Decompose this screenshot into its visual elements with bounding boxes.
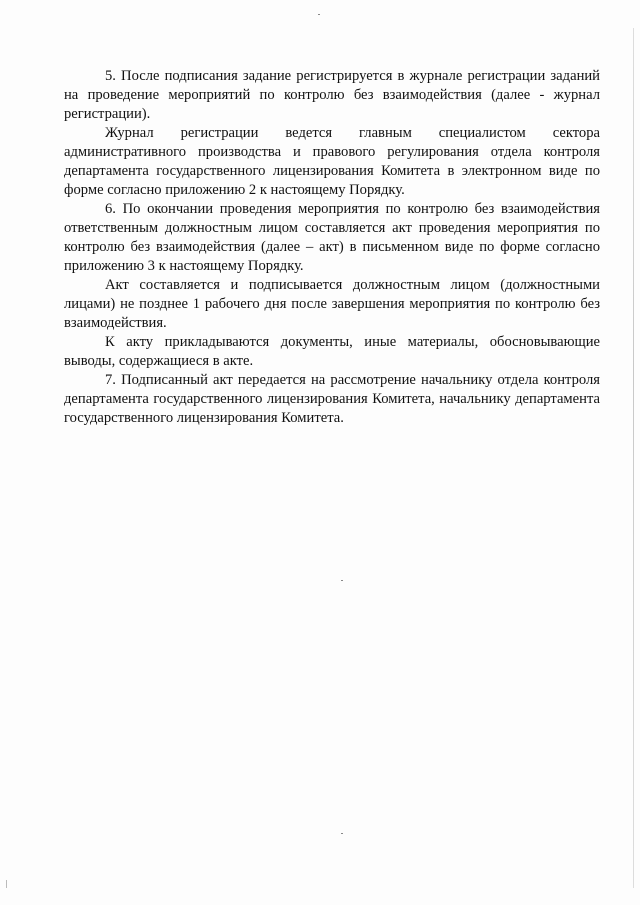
paragraph-item-7-transfer: 7. Подписанный акт передается на рассмотрение начальнику отдела контроля департамента государственного лицензирования Комитета, начальнику департамента государственного лицензирования Комитета. bbox=[64, 372, 600, 426]
paragraph-item-6-act: 6. По окончании проведения мероприятия по контролю без взаимодействия ответственным должностным лицом составляется акт проведения мероприятия по контролю без взаимодействия (далее – акт) в письменном виде по форме согласно приложению 3 к настоящему Порядку. bbox=[64, 201, 600, 274]
scan-speck bbox=[341, 833, 343, 834]
document-body bbox=[64, 67, 600, 428]
paragraph-act-attachments: К акту прикладываются документы, иные материалы, обосновывающие выводы, содержащиеся в акте. bbox=[64, 334, 600, 369]
paragraph-item-5-registration: 5. После подписания задание регистрируется в журнале регистрации заданий на проведение мероприятий по контролю без взаимодействия (далее - журнал регистрации). bbox=[64, 68, 600, 122]
scan-speck bbox=[318, 14, 320, 15]
paragraph-journal-keeping: Журнал регистрации ведется главным специалистом сектора административного производства и правового регулирования отдела контроля департамента государственного лицензирования Комитета в электронном виде по форме согласно приложению 2 к настоящему Порядку. bbox=[64, 125, 600, 198]
scan-speck bbox=[341, 580, 343, 581]
scan-edge-line bbox=[633, 28, 634, 888]
paragraph-act-signing: Акт составляется и подписывается должностным лицом (должностными лицами) не позднее 1 рабочего дня после завершения мероприятия по контролю без взаимодействия. bbox=[64, 277, 600, 331]
scan-speck bbox=[6, 880, 7, 888]
